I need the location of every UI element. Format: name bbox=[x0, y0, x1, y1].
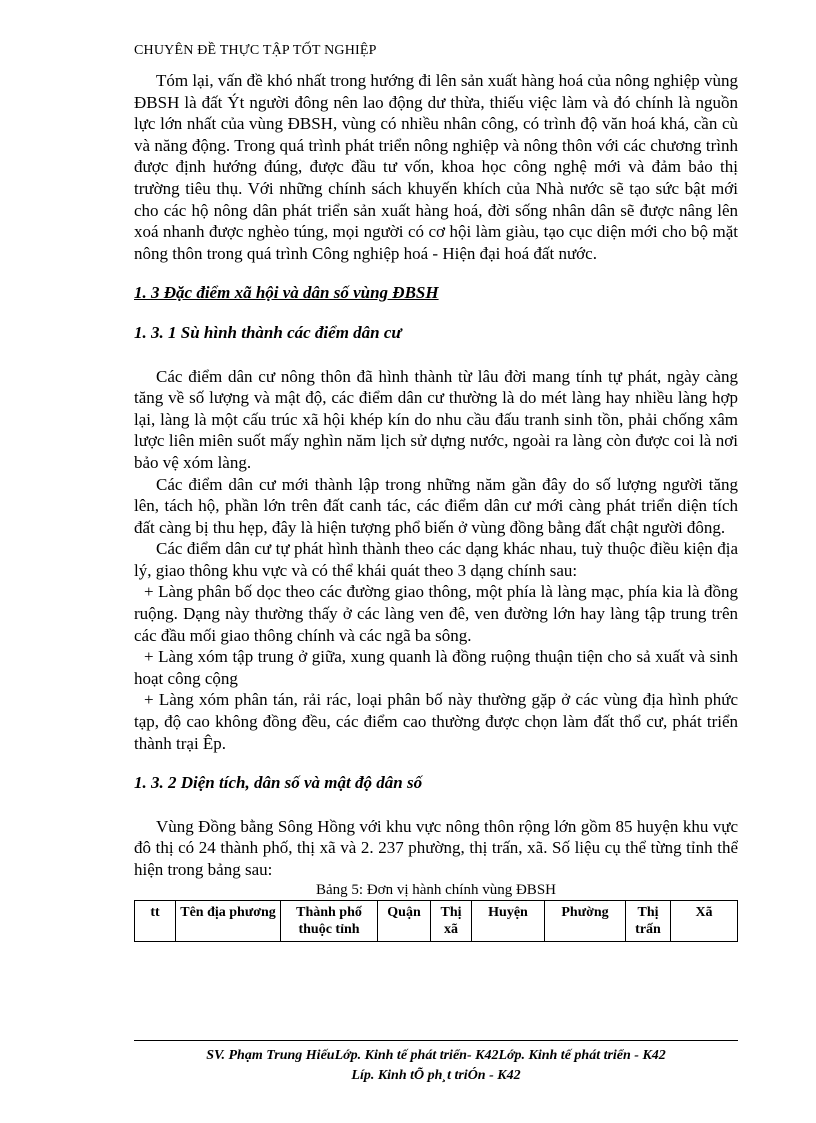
footer-divider bbox=[134, 1040, 738, 1041]
bullet-paragraph: + Làng phân bố dọc theo các đường giao thông, một phía là làng mạc, phía kia là đồng ruộng. Dạng này thường thấy ở các làng ven đê, ven đường lớn hay làng tập trung trên các đầu mối giao thông chính và các ngã ba sông. bbox=[134, 582, 738, 645]
footer-line-2: Líp. Kinh tÕ ph¸t triÓn - K42 bbox=[351, 1068, 521, 1083]
table-header-cell: tt bbox=[135, 900, 176, 941]
body-paragraph: Vùng Đồng bằng Sông Hồng với khu vực nông thôn rộng lớn gồm 85 huyện khu vực đô thị có 24 thành phố, thị xã và 2. 237 phường, thị trấn, xã. Số liệu cụ thể từng tỉnh thể hiện trong bảng sau: bbox=[134, 816, 738, 879]
bullet-paragraph: + Làng xóm phân tán, rải rác, loại phân bố này thường gặp ở các vùng địa hình phức tạp, độ cao không đồng đều, các điểm cao thường được chọn làm đất thổ cư, phát triển thành trại Êp. bbox=[134, 690, 738, 753]
subsection-heading: 1. 3. 1 Sù hình thành các điểm dân cư bbox=[134, 322, 402, 342]
table-header-cell: Thành phố thuộc tỉnh bbox=[281, 900, 378, 941]
page-header: CHUYÊN ĐỀ THỰC TẬP TỐT NGHIỆP bbox=[134, 43, 377, 58]
table-header-cell: Xã bbox=[671, 900, 738, 941]
intro-paragraph: Tóm lại, vấn đề khó nhất trong hướng đi lên sản xuất hàng hoá của nông nghiệp vùng ĐBSH là đất Ýt người đông nên lao động dư thừa, thiếu việc làm và đó chính là nguồn lực lớn nhất của vùng ĐBSH, vùng có nhiều nhân công, có trình độ văn hoá khá, cần cù và năng động. Trong quá trình phát triển nông nghiệp và nông thôn với các chương trình được định hướng đúng, được đầu tư vốn, khoa học công nghệ mới và đảm bảo thị trường tiêu thụ. Với những chính sách khuyến khích của Nhà nước sẽ tạo sức bật mới cho các hộ nông dân phát triển sản xuất hàng hoá, đời sống nhân dân sẽ được nâng lên xoá nhanh được nghèo túng, mọi người có cơ hội làm giàu, tạo cục diện mới cho bộ mặt nông thôn trong quá trình Công nghiệp hoá - Hiện đại hoá đất nước. bbox=[134, 71, 738, 263]
page-content bbox=[134, 70, 738, 942]
body-paragraph: Các điểm dân cư tự phát hình thành theo các dạng khác nhau, tuỳ thuộc điều kiện địa lý, giao thông khu vực và có thể khái quát theo 3 dạng chính sau: bbox=[134, 539, 738, 580]
table-header-cell: Quận bbox=[378, 900, 431, 941]
subsection-heading: 1. 3. 2 Diện tích, dân số và mật độ dân số bbox=[134, 773, 423, 793]
footer-line-1: SV. Phạm Trung HiếuLớp. Kinh tế phát triển- K42Lớp. Kinh tế phát triển - K42 bbox=[206, 1048, 666, 1063]
table-header-cell: Phường bbox=[545, 900, 626, 941]
section-heading: 1. 3 Đặc điểm xã hội và dân số vùng ĐBSH bbox=[134, 283, 439, 303]
table-header-cell: Huyện bbox=[472, 900, 545, 941]
body-paragraph: Các điểm dân cư nông thôn đã hình thành từ lâu đời mang tính tự phát, ngày càng tăng về số lượng và mật độ, các điểm dân cư thường là do mét làng hay nhiều làng hợp lại, làng là một cấu trúc xã hội khép kín do nhu cầu đấu tranh sinh tồn, phải chống xâm lược liên miên suốt mấy nghìn năm lịch sử dựng nước, ngoài ra làng còn được coi là nơi bảo vệ xóm làng. bbox=[134, 366, 738, 472]
body-paragraph: Các điểm dân cư mới thành lập trong những năm gần đây do số lượng người tăng lên, tách hộ, phần lớn trên đất canh tác, các điểm dân cư mới càng phát triển diện tích đất càng bị thu hẹp, đây là hiện tượng phổ biến ở vùng đồng bằng đất chật người đông. bbox=[134, 474, 738, 537]
table-header-cell: Tên địa phương bbox=[176, 900, 281, 941]
table-header-cell: Thị xã bbox=[431, 900, 472, 941]
page-footer bbox=[134, 1046, 738, 1086]
table-caption: Bảng 5: Đơn vị hành chính vùng ĐBSH bbox=[315, 881, 556, 898]
bullet-paragraph: + Làng xóm tập trung ở giữa, xung quanh là đồng ruộng thuận tiện cho sả xuất và sinh hoạt công cộng bbox=[134, 647, 738, 688]
admin-units-table bbox=[134, 900, 738, 942]
table-header-cell: Thị trấn bbox=[626, 900, 671, 941]
table-header-row bbox=[135, 900, 738, 941]
